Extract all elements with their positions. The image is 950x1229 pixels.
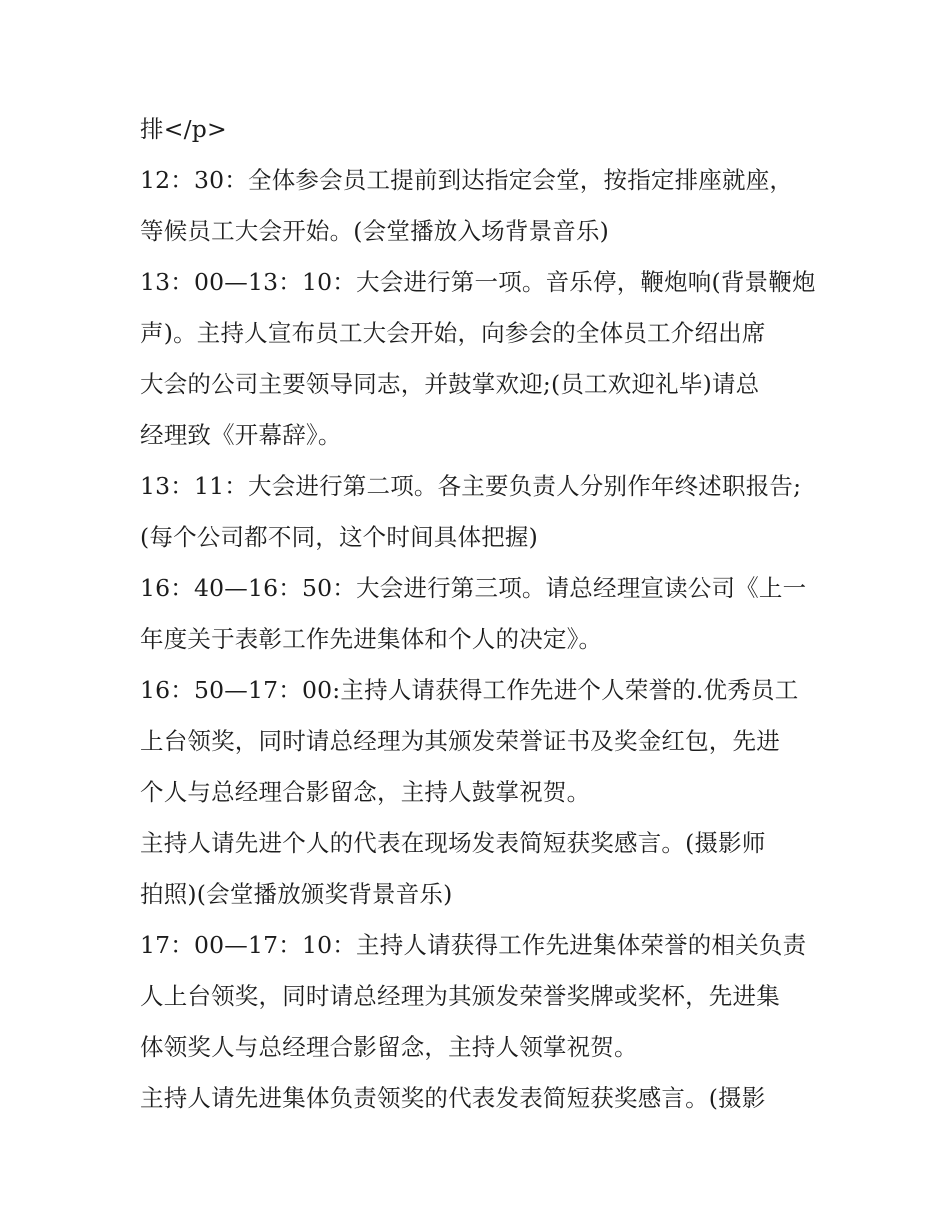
- text-line: 上台领奖，同时请总经理为其颁发荣誉证书及奖金红包，先进: [140, 727, 780, 755]
- text-line: 12：30：全体参会员工提前到达指定会堂，按指定排座就座，: [140, 166, 794, 194]
- text-line: 13：00—13：10：大会进行第一项。音乐停，鞭炮响(背景鞭炮: [140, 268, 816, 296]
- text-line: 排</p>: [140, 115, 227, 143]
- document-page: [140, 104, 820, 1124]
- text-line: 16：50—17：00:主持人请获得工作先进个人荣誉的.优秀员工: [140, 676, 799, 704]
- text-line: 声)。主持人宣布员工大会开始，向参会的全体员工介绍出席: [140, 319, 766, 347]
- text-line: 主持人请先进个人的代表在现场发表简短获奖感言。(摄影师: [140, 829, 766, 857]
- text-line: 体领奖人与总经理合影留念，主持人领掌祝贺。: [140, 1033, 638, 1061]
- text-line: 人上台领奖，同时请总经理为其颁发荣誉奖牌或奖杯，先进集: [140, 982, 780, 1010]
- text-line: 大会的公司主要领导同志，并鼓掌欢迎;(员工欢迎礼毕)请总: [140, 370, 760, 398]
- text-line: 拍照)(会堂播放颁奖背景音乐): [140, 880, 453, 908]
- text-line: 个人与总经理合影留念，主持人鼓掌祝贺。: [140, 778, 591, 806]
- text-line: 16：40—16：50：大会进行第三项。请总经理宣读公司《上一: [140, 574, 807, 602]
- text-line: 17：00—17：10：主持人请获得工作先进集体荣誉的相关负责: [140, 931, 807, 959]
- text-line: 等候员工大会开始。(会堂播放入场背景音乐): [140, 217, 610, 245]
- text-line: (每个公司都不同，这个时间具体把握): [140, 523, 538, 551]
- text-line: 13：11：大会进行第二项。各主要负责人分别作年终述职报告;: [140, 472, 802, 500]
- text-line: 年度关于表彰工作先进集体和个人的决定》。: [140, 625, 603, 653]
- text-line: 主持人请先进集体负责领奖的代表发表简短获奖感言。(摄影: [140, 1084, 766, 1112]
- text-line: 经理致《开幕辞》。: [140, 421, 342, 449]
